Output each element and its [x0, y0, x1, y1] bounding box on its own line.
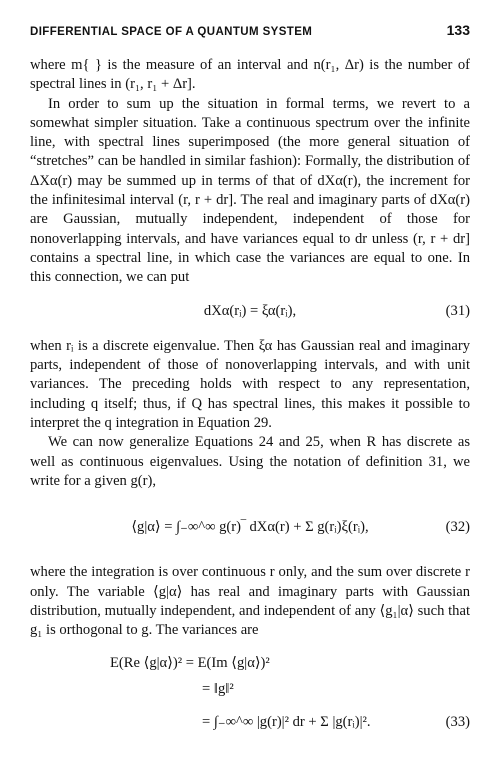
paragraph-5: where the integration is over continuous r only, and the sum over discrete r only. The variable ⟨g|α⟩ has real and imaginary parts with Gaussian distribution, mutually independent, and independent of any ⟨g₁|α⟩ such that g₁ is orthogonal to g. The variances are [30, 564, 470, 639]
paragraph-1: where m{ } is the measure of an interval and n(r₁, Δr) is the number of spectral lines in (r₁, r₁ + Δr]. [30, 57, 470, 93]
equation-31-number: (31) [445, 302, 470, 319]
equation-33 [30, 650, 470, 742]
equation-33-line-2 [110, 676, 470, 702]
equation-33-line-1 [110, 650, 470, 676]
equation-32-body: ⟨g|α⟩ = ∫₋∞^∞ g(r)‾ dXα(r) + Σ g(rᵢ)ξ(rᵢ), [131, 518, 369, 535]
paragraph-2: In order to sum up the situation in formal terms, we revert to a somewhat simpler situation. Take a continuous spectrum over the infinite line, with spectral lines superimposed (the more general situation of “stretches” can be handled in similar fashion): Formally, the distribution of ΔXα(r) may be summed up in terms of that of dXα(r), the increment for the infinitesimal interval (r, r + dr]. The real and imaginary parts of dXα(r) are Gaussian, mutually independent, independent of those for nonoverlapping intervals, and have variances equal to dr unless (r, r + dr] contains a spectral line, in which case the variances are equal to one. In this connection, we can put [30, 95, 470, 286]
equation-33-number: (33) [445, 713, 470, 730]
equation-33-line-1-text: E(Re ⟨g|α⟩)² = E(Im ⟨g|α⟩)² [110, 654, 270, 671]
equation-32-number: (32) [445, 518, 470, 535]
equation-33-line-3 [110, 702, 470, 742]
equation-31 [30, 302, 470, 321]
page-number: 133 [446, 22, 470, 38]
equation-33-line-2-text: = ‖g‖² [202, 680, 234, 697]
running-head: DIFFERENTIAL SPACE OF A QUANTUM SYSTEM [30, 26, 313, 38]
page-header [30, 22, 470, 38]
equation-33-line-3-text: = ∫₋∞^∞ |g(r)|² dr + Σ |g(rᵢ)|². [202, 713, 371, 730]
paragraph-4: We can now generalize Equations 24 and 25, when R has discrete as well as continuous eigenvalues. Using the notation of definition 31, we write for a given g(r), [30, 434, 470, 489]
equation-32 [30, 505, 470, 549]
paragraph-3: when rᵢ is a discrete eigenvalue. Then ξα has Gaussian real and imaginary parts, independent of those of nonoverlapping intervals, and with unit variances. The preceding holds with respect to any representation, including q itself; thus, if Q has spectral lines, this makes it possible to interpret the q integration in Equation 29. [30, 337, 470, 432]
equation-31-body: dXα(rᵢ) = ξα(rᵢ), [203, 302, 297, 319]
page-body [30, 56, 470, 742]
